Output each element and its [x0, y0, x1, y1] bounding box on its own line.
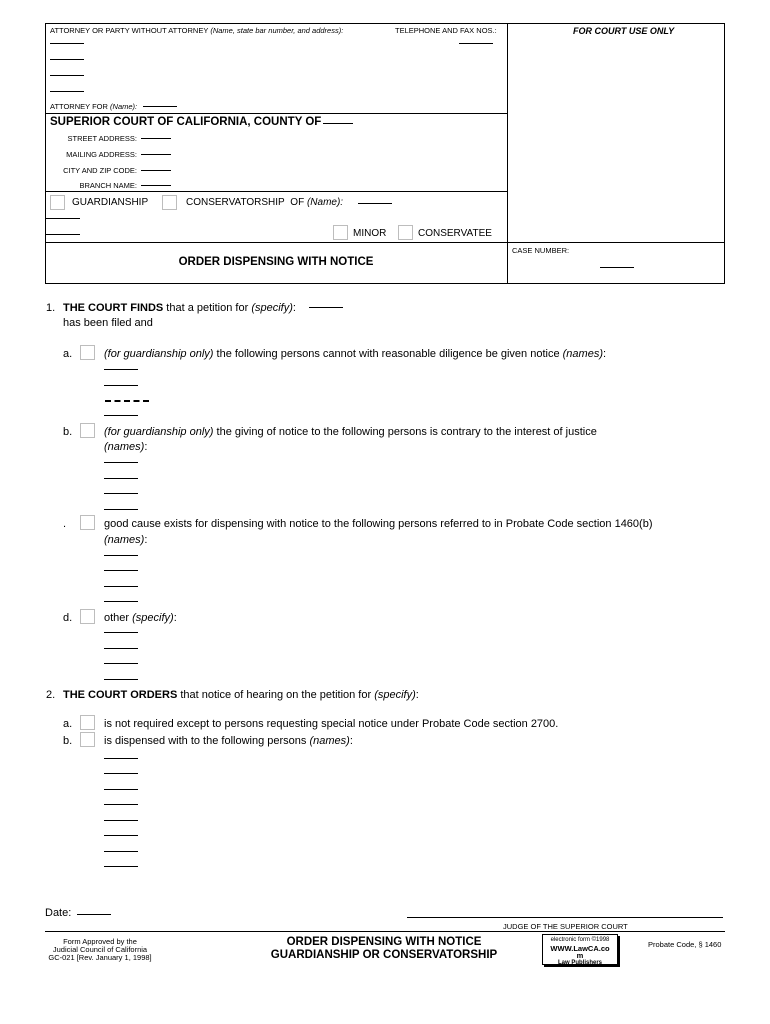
- item-1b-body: the giving of notice to the following persons is contrary to the interest of justice: [216, 426, 597, 438]
- mailing-address-label: MAILING ADDRESS:: [66, 150, 137, 159]
- item-1d-field-2[interactable]: [104, 648, 138, 649]
- court-use-label: FOR COURT USE ONLY: [573, 26, 675, 36]
- item-2b-name-field-6[interactable]: [104, 835, 138, 836]
- item-2b-name-field-7[interactable]: [104, 851, 138, 852]
- item-1c-names: (names): [104, 534, 145, 546]
- court-title: SUPERIOR COURT OF CALIFORNIA, COUNTY OF: [50, 116, 322, 128]
- item-1b-text: [104, 426, 597, 438]
- branch-name-field[interactable]: [141, 185, 171, 186]
- badge-line-3: m: [576, 951, 584, 960]
- date-field[interactable]: [77, 914, 111, 915]
- item-1c-text: good cause exists for dispensing with notice to the following persons referred to in Probate Code section 1460(b): [104, 518, 653, 530]
- item-1a-name-field-1[interactable]: [104, 369, 138, 370]
- judicial-council: Judicial Council of California: [52, 945, 148, 954]
- ward-name-field-3[interactable]: [46, 234, 80, 235]
- order-title: ORDER DISPENSING WITH NOTICE: [178, 256, 374, 268]
- attorney-address-field-3[interactable]: [50, 91, 84, 92]
- item-1b-name-field-2[interactable]: [104, 478, 138, 479]
- item-1a-name-field-2[interactable]: [104, 385, 138, 386]
- item-1b-letter: b.: [63, 426, 73, 438]
- item-1d-field-3[interactable]: [104, 663, 138, 664]
- of-hint: (Name):: [306, 197, 344, 208]
- filed-text: has been filed and: [63, 317, 153, 329]
- item-2b-name-field-2[interactable]: [104, 773, 138, 774]
- city-zip-label: CITY AND ZIP CODE:: [63, 166, 137, 175]
- footer-title-1: ORDER DISPENSING WITH NOTICE: [286, 936, 482, 948]
- street-address-field[interactable]: [141, 138, 171, 139]
- orders-text: that notice of hearing on the petition for: [180, 689, 372, 701]
- caption-divider-3: [45, 242, 725, 243]
- item-2b-checkbox[interactable]: [80, 732, 95, 747]
- minor-label: MINOR: [353, 228, 387, 239]
- ward-name-field-2[interactable]: [46, 218, 80, 219]
- item-1b-checkbox[interactable]: [80, 423, 95, 438]
- section-2-heading: THE COURT ORDERS that notice of hearing on the petition for (specify):: [63, 689, 419, 701]
- court-orders: THE COURT ORDERS: [63, 689, 178, 701]
- item-1b-name-field-3[interactable]: [104, 493, 138, 494]
- publisher-badge: [542, 934, 618, 965]
- county-field[interactable]: [323, 123, 353, 124]
- item-2b-name-field-4[interactable]: [104, 804, 138, 805]
- judge-signature-line[interactable]: [407, 917, 723, 918]
- item-1c-names-row: (names):: [104, 534, 148, 546]
- petition-specify-field[interactable]: [309, 307, 343, 308]
- item-1d-field-4[interactable]: [104, 679, 138, 680]
- item-1a-name-field-4[interactable]: [104, 415, 138, 416]
- branch-name-label: BRANCH NAME:: [79, 181, 137, 190]
- case-number-label: CASE NUMBER:: [512, 246, 570, 255]
- telephone-label: TELEPHONE AND FAX NOS.:: [395, 26, 497, 35]
- conservatorship-of-row: [186, 197, 343, 208]
- case-number-field[interactable]: [600, 267, 634, 268]
- form-number: GC-021 [Rev. January 1, 1998]: [48, 953, 152, 962]
- mailing-address-field[interactable]: [141, 154, 171, 155]
- item-2b-name-field-3[interactable]: [104, 789, 138, 790]
- conservatorship-checkbox[interactable]: [162, 195, 177, 210]
- item-2b-letter: b.: [63, 735, 73, 747]
- footer-title: [240, 936, 528, 962]
- item-1a-text: (for guardianship only) the following persons cannot with reasonable diligence be given notice (names):: [104, 348, 607, 360]
- date-label: Date:: [45, 907, 72, 919]
- orders-specify: (specify): [374, 689, 416, 701]
- item-2b-body: is dispensed with to the following persons: [104, 735, 307, 747]
- judge-label: JUDGE OF THE SUPERIOR COURT: [503, 922, 628, 931]
- attorney-for-label: ATTORNEY FOR: [50, 102, 108, 111]
- section-1-heading: [63, 302, 296, 314]
- item-2b-name-field-8[interactable]: [104, 866, 138, 867]
- item-2a-checkbox[interactable]: [80, 715, 95, 730]
- footer-rule: [45, 931, 725, 932]
- attorney-for-field[interactable]: [143, 106, 177, 107]
- item-2b-name-field-5[interactable]: [104, 820, 138, 821]
- form-approved: Form Approved by the: [63, 937, 137, 946]
- conservatee-checkbox[interactable]: [398, 225, 413, 240]
- form-approved-block: [44, 938, 156, 962]
- item-1c-name-field-4[interactable]: [104, 601, 138, 602]
- item-2b-name-field-1[interactable]: [104, 758, 138, 759]
- attorney-for-row: [50, 102, 137, 111]
- item-2b-text: is dispensed with to the following persons (names):: [104, 735, 353, 747]
- item-1c-name-field-3[interactable]: [104, 586, 138, 587]
- item-1d-specify: (specify): [132, 612, 174, 624]
- item-1d-letter: d.: [63, 612, 73, 624]
- item-1c-checkbox[interactable]: [80, 515, 95, 530]
- item-2a-letter: a.: [63, 718, 73, 730]
- attorney-address-field-2[interactable]: [50, 75, 84, 76]
- city-zip-field[interactable]: [141, 170, 171, 171]
- probate-code: Probate Code, § 1460: [648, 940, 722, 949]
- item-1b-names: (names): [104, 441, 145, 453]
- caption-divider-vertical: [507, 23, 508, 284]
- street-address-label: STREET ADDRESS:: [67, 134, 137, 143]
- attorney-hint: (Name, state bar number, and address):: [210, 26, 344, 35]
- section-2-number: 2.: [46, 689, 56, 701]
- item-1c-name-field-1[interactable]: [104, 555, 138, 556]
- item-1d-field-1[interactable]: [104, 632, 138, 633]
- petition-specify: (specify): [251, 302, 293, 314]
- item-1c-letter: .: [63, 518, 67, 530]
- item-2a-text: is not required except to persons requesting special notice under Probate Code section 2700.: [104, 718, 559, 730]
- caption-divider-2: [45, 191, 508, 192]
- item-1b-name-field-4[interactable]: [104, 509, 138, 510]
- guardianship-checkbox[interactable]: [50, 195, 65, 210]
- attorney-address-field-1[interactable]: [50, 59, 84, 60]
- conservatee-label: CONSERVATEE: [418, 228, 492, 239]
- item-1b-names-row: (names):: [104, 441, 148, 453]
- item-1d-text: other (specify):: [104, 612, 177, 624]
- petition-colon: :: [292, 302, 296, 314]
- guardianship-label: GUARDIANSHIP: [72, 197, 149, 208]
- of-label: OF: [290, 197, 305, 208]
- item-1a-name-field-3[interactable]: [105, 400, 149, 402]
- item-1a-body: the following persons cannot with reasonable diligence be given notice: [216, 348, 560, 360]
- minor-checkbox[interactable]: [333, 225, 348, 240]
- telephone-field[interactable]: [459, 43, 493, 44]
- badge-line-2: WWW.LawCA.co: [550, 943, 610, 953]
- item-1b-name-field-1[interactable]: [104, 462, 138, 463]
- item-1a-checkbox[interactable]: [80, 345, 95, 360]
- footer-title-2: GUARDIANSHIP OR CONSERVATORSHIP: [270, 949, 498, 961]
- item-1c-name-field-2[interactable]: [104, 570, 138, 571]
- badge-line-1: electronic form ©1998: [550, 937, 610, 943]
- item-2b-names: (names): [309, 735, 350, 747]
- conservatorship-label: CONSERVATORSHIP: [186, 197, 285, 208]
- attorney-label-row: [50, 26, 343, 35]
- attorney-name-field[interactable]: [50, 43, 84, 44]
- petition-text: that a petition for: [166, 302, 249, 314]
- item-1d-body: other: [104, 612, 130, 624]
- badge-line-4: Law Publishers: [557, 959, 602, 966]
- attorney-label: ATTORNEY OR PARTY WITHOUT ATTORNEY: [50, 26, 209, 35]
- ward-name-field[interactable]: [358, 203, 392, 204]
- item-1a-letter: a.: [63, 348, 73, 360]
- section-1-number: 1.: [46, 302, 56, 314]
- court-finds: THE COURT FINDS: [63, 302, 164, 314]
- item-1a-names: (names): [562, 348, 603, 360]
- item-1d-checkbox[interactable]: [80, 609, 95, 624]
- item-1b-hint: (for guardianship only): [104, 426, 214, 438]
- item-1a-hint: (for guardianship only): [104, 348, 214, 360]
- caption-divider-1: [45, 113, 508, 114]
- attorney-for-hint: (Name):: [110, 102, 138, 111]
